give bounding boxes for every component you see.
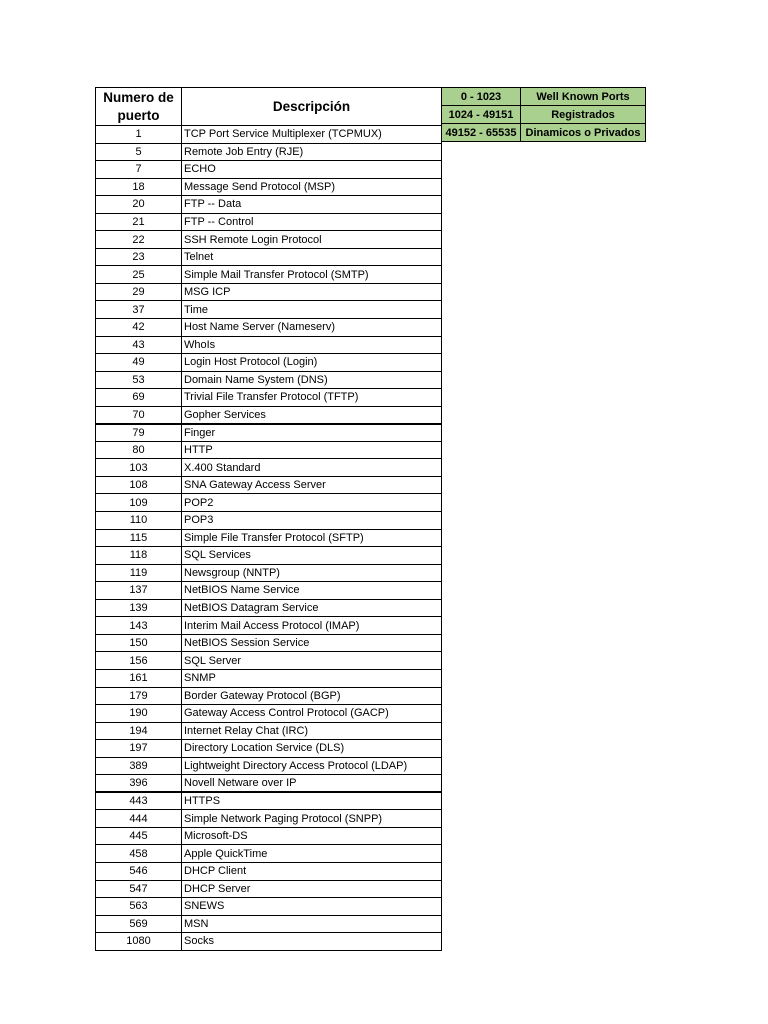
- table-row: [96, 582, 442, 600]
- port-number-cell: 79: [96, 424, 182, 442]
- port-number-cell: 194: [96, 722, 182, 740]
- table-row: [96, 178, 442, 196]
- table-row: [96, 740, 442, 758]
- port-number-cell: 443: [96, 792, 182, 810]
- table-row: [96, 880, 442, 898]
- port-number-cell: 139: [96, 599, 182, 617]
- table-row: [96, 512, 442, 530]
- port-number-cell: 42: [96, 319, 182, 337]
- port-number-cell: 5: [96, 143, 182, 161]
- description-cell: SNA Gateway Access Server: [182, 476, 442, 494]
- description-cell: DHCP Server: [182, 880, 442, 898]
- port-number-cell: 179: [96, 687, 182, 705]
- description-cell: Simple Mail Transfer Protocol (SMTP): [182, 266, 442, 284]
- description-cell: Lightweight Directory Access Protocol (LDAP): [182, 757, 442, 775]
- ports-table: [95, 87, 442, 951]
- header-description: Descripción: [182, 88, 442, 126]
- port-number-cell: 444: [96, 810, 182, 828]
- port-number-cell: 70: [96, 406, 182, 424]
- port-number-cell: 109: [96, 494, 182, 512]
- description-cell: POP2: [182, 494, 442, 512]
- description-cell: Directory Location Service (DLS): [182, 740, 442, 758]
- table-row: [96, 231, 442, 249]
- table-row: [96, 476, 442, 494]
- port-number-cell: 115: [96, 529, 182, 547]
- port-number-cell: 49: [96, 354, 182, 372]
- range-name-cell: Registrados: [521, 106, 646, 124]
- description-cell: DHCP Client: [182, 862, 442, 880]
- description-cell: Interim Mail Access Protocol (IMAP): [182, 617, 442, 635]
- port-number-cell: 80: [96, 441, 182, 459]
- description-cell: Gateway Access Control Protocol (GACP): [182, 705, 442, 723]
- table-row: [96, 371, 442, 389]
- port-number-cell: 137: [96, 582, 182, 600]
- description-cell: SQL Services: [182, 547, 442, 565]
- port-number-cell: 445: [96, 827, 182, 845]
- table-row: [96, 862, 442, 880]
- table-row: [96, 283, 442, 301]
- header-port-line1: Numero de: [103, 89, 174, 105]
- description-cell: Finger: [182, 424, 442, 442]
- table-row: [96, 687, 442, 705]
- range-name-cell: Well Known Ports: [521, 88, 646, 106]
- port-ranges-body: [442, 88, 646, 142]
- table-row: [96, 248, 442, 266]
- table-row: [96, 652, 442, 670]
- table-row: [96, 845, 442, 863]
- table-row: [96, 494, 442, 512]
- table-row: [96, 915, 442, 933]
- description-cell: X.400 Standard: [182, 459, 442, 477]
- description-cell: Trivial File Transfer Protocol (TFTP): [182, 389, 442, 407]
- range-value-cell: 0 - 1023: [442, 88, 521, 106]
- port-number-cell: 108: [96, 476, 182, 494]
- table-row: [96, 617, 442, 635]
- table-row: [96, 354, 442, 372]
- table-row: [96, 389, 442, 407]
- table-row: [96, 705, 442, 723]
- description-cell: Simple File Transfer Protocol (SFTP): [182, 529, 442, 547]
- port-number-cell: 43: [96, 336, 182, 354]
- description-cell: HTTP: [182, 441, 442, 459]
- table-row: [96, 564, 442, 582]
- table-row: [96, 547, 442, 565]
- range-row: [442, 88, 646, 106]
- range-value-cell: 1024 - 49151: [442, 106, 521, 124]
- table-row: [96, 634, 442, 652]
- description-cell: Microsoft-DS: [182, 827, 442, 845]
- description-cell: Time: [182, 301, 442, 319]
- range-name-cell: Dinamicos o Privados: [521, 124, 646, 142]
- port-number-cell: 25: [96, 266, 182, 284]
- table-row: [96, 757, 442, 775]
- description-cell: WhoIs: [182, 336, 442, 354]
- table-row: [96, 459, 442, 477]
- port-number-cell: 197: [96, 740, 182, 758]
- description-cell: Domain Name System (DNS): [182, 371, 442, 389]
- table-row: [96, 126, 442, 144]
- description-cell: Gopher Services: [182, 406, 442, 424]
- description-cell: Host Name Server (Nameserv): [182, 319, 442, 337]
- range-row: [442, 124, 646, 142]
- description-cell: POP3: [182, 512, 442, 530]
- port-number-cell: 18: [96, 178, 182, 196]
- port-number-cell: 458: [96, 845, 182, 863]
- port-number-cell: 110: [96, 512, 182, 530]
- table-row: [96, 424, 442, 442]
- port-number-cell: 569: [96, 915, 182, 933]
- port-number-cell: 1080: [96, 933, 182, 951]
- description-cell: FTP -- Data: [182, 196, 442, 214]
- port-number-cell: 7: [96, 161, 182, 179]
- description-cell: SNEWS: [182, 898, 442, 916]
- table-row: [96, 196, 442, 214]
- port-number-cell: 119: [96, 564, 182, 582]
- port-number-cell: 389: [96, 757, 182, 775]
- table-row: [96, 810, 442, 828]
- ports-table-header: [96, 88, 442, 126]
- port-number-cell: 546: [96, 862, 182, 880]
- table-row: [96, 143, 442, 161]
- table-row: [96, 441, 442, 459]
- port-number-cell: 1: [96, 126, 182, 144]
- table-row: [96, 336, 442, 354]
- port-number-cell: 396: [96, 775, 182, 793]
- port-number-cell: 150: [96, 634, 182, 652]
- port-number-cell: 21: [96, 213, 182, 231]
- range-row: [442, 106, 646, 124]
- table-row: [96, 213, 442, 231]
- description-cell: Apple QuickTime: [182, 845, 442, 863]
- description-cell: NetBIOS Session Service: [182, 634, 442, 652]
- ports-table-body: [96, 126, 442, 951]
- port-number-cell: 547: [96, 880, 182, 898]
- description-cell: Novell Netware over IP: [182, 775, 442, 793]
- description-cell: SSH Remote Login Protocol: [182, 231, 442, 249]
- port-number-cell: 37: [96, 301, 182, 319]
- description-cell: NetBIOS Name Service: [182, 582, 442, 600]
- description-cell: SQL Server: [182, 652, 442, 670]
- table-row: [96, 161, 442, 179]
- description-cell: MSG ICP: [182, 283, 442, 301]
- port-number-cell: 69: [96, 389, 182, 407]
- description-cell: Simple Network Paging Protocol (SNPP): [182, 810, 442, 828]
- port-number-cell: 103: [96, 459, 182, 477]
- description-cell: FTP -- Control: [182, 213, 442, 231]
- header-port-number: [96, 88, 182, 126]
- description-cell: Message Send Protocol (MSP): [182, 178, 442, 196]
- table-row: [96, 792, 442, 810]
- description-cell: Socks: [182, 933, 442, 951]
- port-number-cell: 29: [96, 283, 182, 301]
- table-row: [96, 775, 442, 793]
- port-ranges-table: [441, 87, 646, 142]
- description-cell: TCP Port Service Multiplexer (TCPMUX): [182, 126, 442, 144]
- description-cell: Telnet: [182, 248, 442, 266]
- table-row: [96, 406, 442, 424]
- table-row: [96, 722, 442, 740]
- port-number-cell: 143: [96, 617, 182, 635]
- range-value-cell: 49152 - 65535: [442, 124, 521, 142]
- port-number-cell: 156: [96, 652, 182, 670]
- description-cell: MSN: [182, 915, 442, 933]
- description-cell: SNMP: [182, 669, 442, 687]
- table-row: [96, 266, 442, 284]
- table-row: [96, 669, 442, 687]
- port-number-cell: 53: [96, 371, 182, 389]
- port-number-cell: 23: [96, 248, 182, 266]
- description-cell: Login Host Protocol (Login): [182, 354, 442, 372]
- description-cell: Border Gateway Protocol (BGP): [182, 687, 442, 705]
- port-number-cell: 563: [96, 898, 182, 916]
- port-number-cell: 118: [96, 547, 182, 565]
- port-number-cell: 190: [96, 705, 182, 723]
- description-cell: Remote Job Entry (RJE): [182, 143, 442, 161]
- port-number-cell: 20: [96, 196, 182, 214]
- description-cell: Internet Relay Chat (IRC): [182, 722, 442, 740]
- description-cell: ECHO: [182, 161, 442, 179]
- header-port-line2: puerto: [117, 107, 160, 123]
- table-row: [96, 599, 442, 617]
- port-number-cell: 161: [96, 669, 182, 687]
- table-row: [96, 319, 442, 337]
- table-row: [96, 827, 442, 845]
- table-row: [96, 898, 442, 916]
- port-number-cell: 22: [96, 231, 182, 249]
- description-cell: NetBIOS Datagram Service: [182, 599, 442, 617]
- description-cell: Newsgroup (NNTP): [182, 564, 442, 582]
- table-row: [96, 301, 442, 319]
- table-row: [96, 529, 442, 547]
- description-cell: HTTPS: [182, 792, 442, 810]
- table-row: [96, 933, 442, 951]
